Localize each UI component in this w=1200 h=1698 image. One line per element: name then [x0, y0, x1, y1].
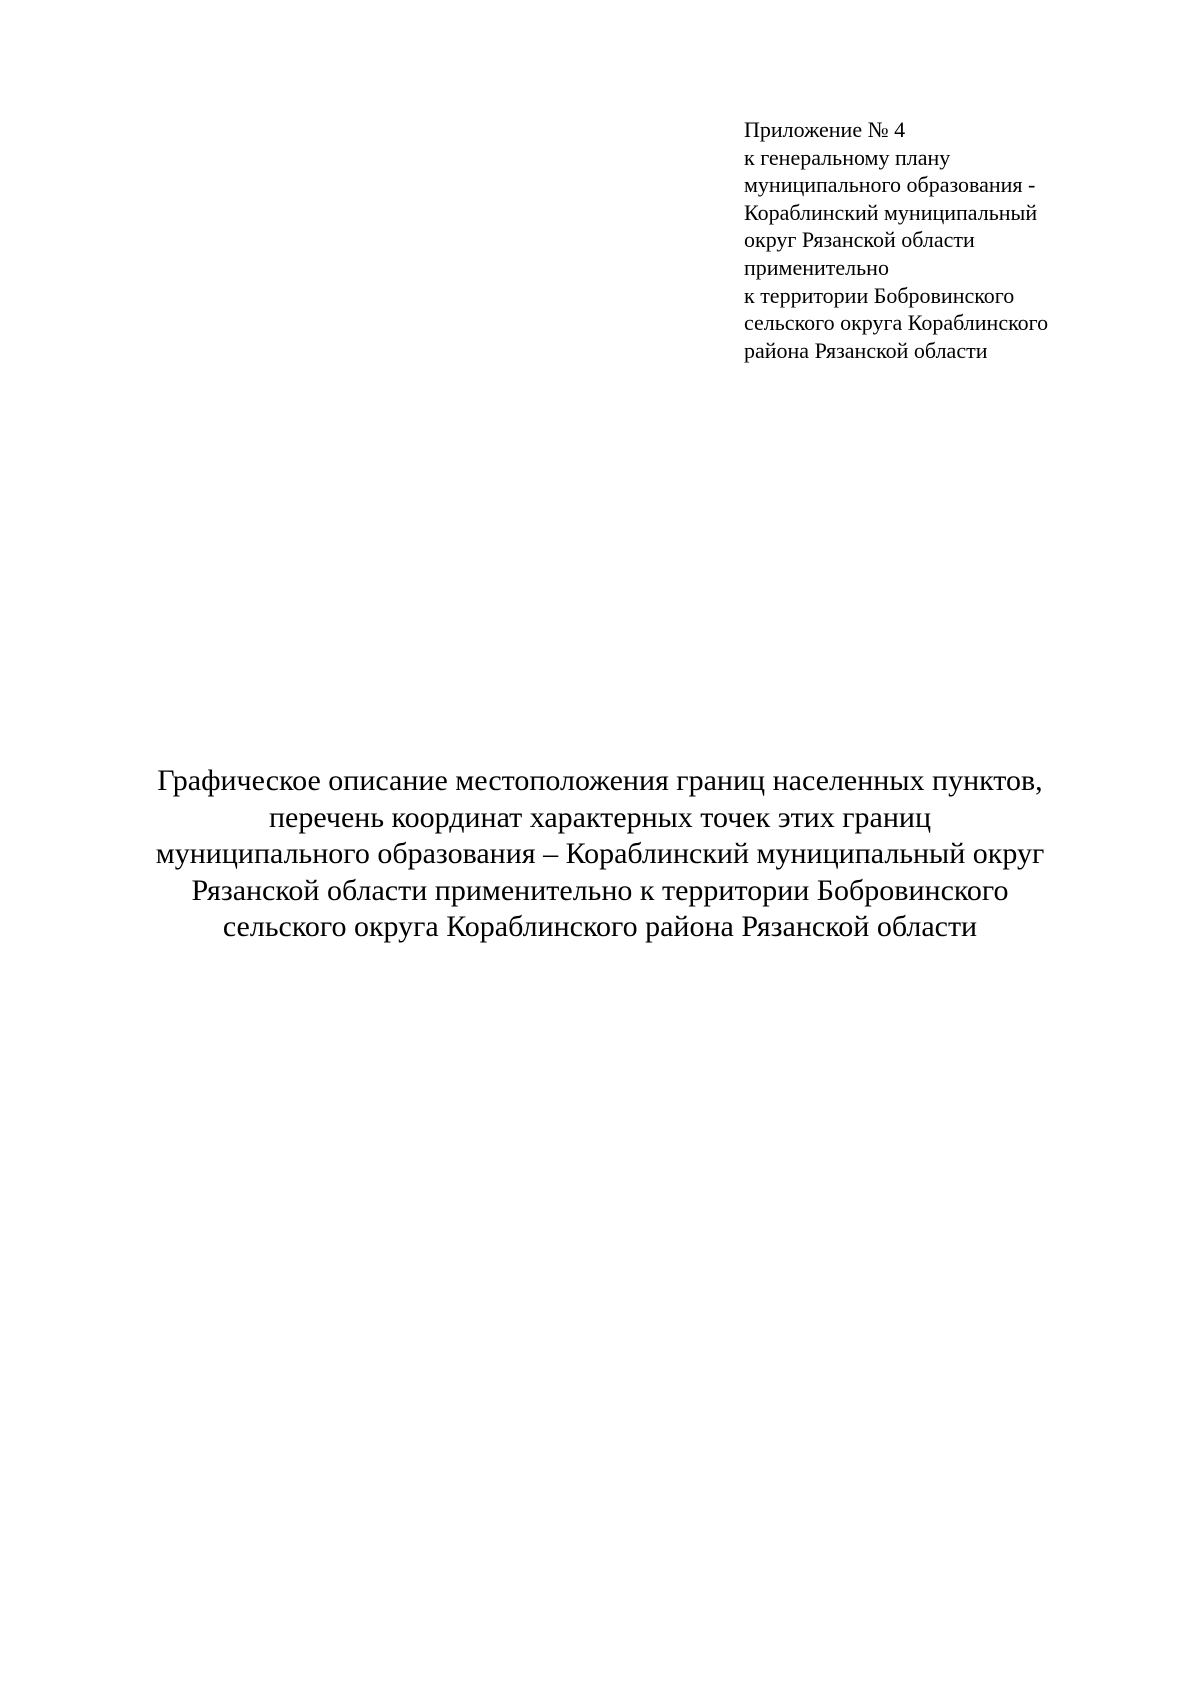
- document-title-line: сельского округа Кораблинского района Рязанской области: [222, 910, 978, 943]
- appendix-note-line: района Рязанской области: [744, 337, 988, 363]
- document-title-line: Рязанской области применительно к территории Бобровинского: [191, 873, 1009, 907]
- appendix-note-line: сельского округа Кораблинского: [744, 310, 1049, 336]
- appendix-note-line: Кораблинский муниципальный: [744, 199, 1038, 225]
- appendix-note-line: к территории Бобровинского: [744, 282, 1015, 308]
- document-title-line: Графическое описание местоположения границ населенных пунктов,: [157, 764, 1043, 797]
- appendix-note-line: округ Рязанской области: [744, 227, 975, 253]
- appendix-note-line: муниципального образования -: [744, 172, 1036, 198]
- appendix-note: [744, 116, 1164, 364]
- appendix-note-line: Приложение № 4: [744, 117, 906, 142]
- document-title-line: перечень координат характерных точек этих границ: [268, 800, 932, 834]
- appendix-note-line: применительно: [744, 254, 889, 280]
- document-title-line: муниципального образования – Кораблинский муниципальный округ: [155, 837, 1045, 870]
- document-title: [100, 763, 1100, 946]
- appendix-note-line: к генеральному плану: [744, 144, 951, 170]
